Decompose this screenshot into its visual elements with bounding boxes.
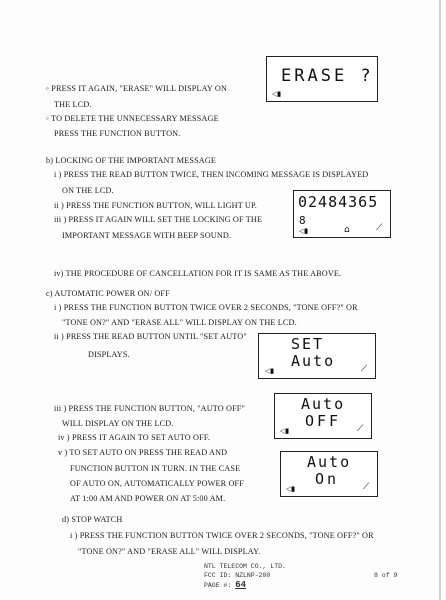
text-line: v ) TO SET AUTO ON PRESS THE READ AND [58, 448, 228, 457]
section-heading: d) STOP WATCH [62, 515, 123, 524]
text-line: IMPORTANT MESSAGE WITH BEEP SOUND. [62, 231, 232, 240]
text-line: ◦ TO DELETE THE UNNECESSARY MESSAGE [46, 114, 219, 123]
text-line: FUNCTION BUTTON IN TURN. IN THE CASE [70, 464, 241, 473]
lcd-line-2: Auto [291, 352, 336, 370]
lcd-set-auto [258, 333, 376, 379]
text-line: ◦ PRESS IT AGAIN, "ERASE" WILL DISPLAY ON [46, 84, 228, 93]
lcd-line-2: OFF [305, 412, 342, 430]
text-line: ii ) PRESS THE READ BUTTON UNTIL "SET AUTO" [54, 332, 247, 341]
text-line: DISPLAYS. [88, 350, 130, 359]
lcd-auto-on [280, 451, 378, 497]
text-line: PRESS THE FUNCTION BUTTON. [54, 129, 181, 138]
speaker-icon: ◁▮ [272, 90, 282, 98]
footer-company: NTL TELECOM CO., LTD. [204, 563, 286, 570]
text-line: i ) PRESS THE FUNCTION BUTTON TWICE OVER 2 SECONDS, "TONE OFF?" OR [70, 531, 374, 540]
text-line: ii ) PRESS THE FUNCTION BUTTON, WILL LIGHT UP. [54, 201, 257, 210]
antenna-icon: ⟋ [376, 223, 383, 233]
lcd-text: ERASE ? [281, 66, 374, 86]
lcd-erase [266, 56, 378, 102]
lcd-line-1: Auto [301, 395, 346, 413]
text-line: iv ) PRESS IT AGAIN TO SET AUTO OFF. [58, 433, 211, 442]
speaker-icon: ◁▮ [265, 367, 275, 375]
lcd-line-1: SET [291, 335, 325, 353]
page-edge [439, 0, 441, 600]
text-line: THE LCD. [54, 100, 92, 109]
text-line: "TONE ON?" AND "ERASE ALL" WILL DISPLAY. [78, 547, 261, 556]
speaker-icon: ◁▮ [280, 427, 290, 435]
page-number: 64 [235, 580, 247, 590]
text-line: i ) PRESS THE FUNCTION BUTTON TWICE OVER 2 SECONDS, "TONE OFF?" OR [54, 303, 358, 312]
lcd-number-text: 02484365 [298, 193, 379, 211]
speaker-icon: ◁▮ [286, 485, 296, 493]
lcd-auto-off [274, 393, 372, 439]
text-line: i ) PRESS THE READ BUTTON TWICE, THEN INCOMING MESSAGE IS DISPLAYED [54, 170, 369, 179]
text-line: AT 1:00 AM AND POWER ON AT 5:00 AM. [70, 494, 226, 503]
antenna-icon: ⟋ [361, 364, 368, 374]
text-line: WILL DISPLAY ON THE LCD. [62, 419, 174, 428]
page-label: PAGE #: [204, 582, 232, 589]
lcd-line-2: On [315, 470, 340, 488]
text-line: iv) THE PROCEDURE OF CANCELLATION FOR IT IS SAME AS THE ABOVE. [54, 269, 342, 278]
section-heading: c) AUTOMATIC POWER ON/ OFF [46, 289, 170, 298]
footer-page-label [204, 581, 246, 590]
bell-icon: ⌂ [344, 225, 350, 235]
text-line: iii ) PRESS IT AGAIN WILL SET THE LOCKING OF THE [54, 215, 263, 224]
text-line: iii ) PRESS THE FUNCTION BUTTON, "AUTO OFF" [54, 404, 246, 413]
footer-page-of: 8 of 9 [374, 572, 398, 579]
lcd-index-digit: 8 [299, 214, 306, 227]
text-line: ON THE LCD. [62, 186, 114, 195]
lcd-line-1: Auto [307, 453, 352, 471]
lcd-number [293, 190, 391, 238]
footer-fcc-id: FCC ID: NZLNP-200 [204, 572, 271, 579]
section-heading: b) LOCKING OF THE IMPORTANT MESSAGE [46, 156, 217, 165]
text-line: OF AUTO ON, AUTOMATICALLY POWER OFF [70, 479, 244, 488]
speaker-icon: ◁▮ [299, 227, 309, 235]
antenna-icon: ⟋ [363, 482, 370, 492]
antenna-icon: ⟋ [357, 424, 364, 434]
text-line: "TONE ON?" AND "ERASE ALL" WILL DISPLAY ON THE LCD. [62, 318, 297, 327]
